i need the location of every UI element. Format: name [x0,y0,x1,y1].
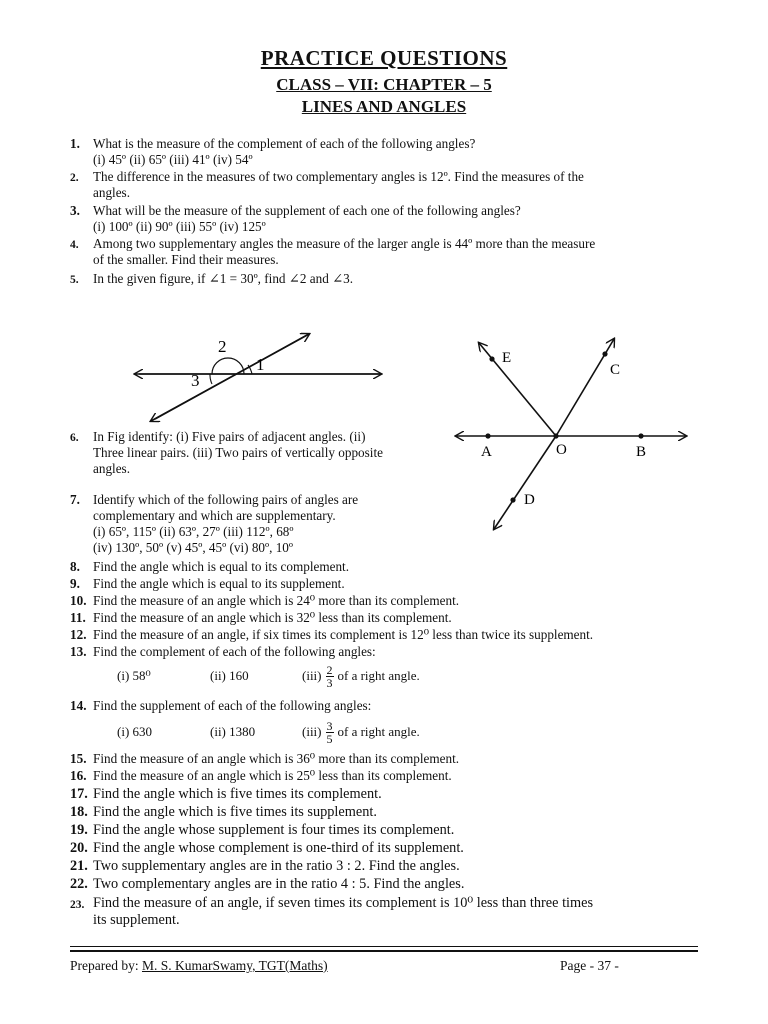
question-number: 11. [70,610,86,625]
fraction-denominator: 3 [326,675,333,690]
question-text: In Fig identify: (i) Five pairs of adjacent angles. (ii) [93,429,366,444]
fraction [326,664,334,689]
question-text: Find the measure of an angle which is 24⁰ more than its complement. [93,593,460,608]
figure-intersecting-lines [125,330,395,430]
page-title: PRACTICE QUESTIONS [260,46,508,70]
figure-rays [450,335,695,535]
question-number: 10. [70,593,87,608]
question-number: 8. [70,559,80,574]
fraction-denominator: 5 [326,731,333,746]
question-10 [70,593,690,609]
question-number: 4. [70,239,79,251]
question-text: complementary and which are supplementary. [93,508,336,523]
question-text: In the given figure, if ∠1 = 30º, find ∠2 and ∠3. [93,271,354,286]
question-text: Find the angle whose supplement is four times its complement. [93,822,455,838]
question-4 [70,236,690,268]
question-text: Find the measure of an angle which is 36⁰ more than its complement. [93,751,460,766]
question-text: Among two supplementary angles the measure of the larger angle is 44º more than the measure [93,236,596,251]
point-c [602,351,607,356]
question-text: (i) 45º (ii) 65º (iii) 41º (iv) 54º [93,152,253,167]
question-text: Two supplementary angles are in the ratio 3 : 2. Find the angles. [93,858,460,874]
class-chapter-heading: CLASS – VII: CHAPTER – 5 [276,75,492,94]
question-20 [70,840,690,857]
point-o [553,433,558,438]
question-text: Find the angle which is equal to its supplement. [93,576,345,591]
fraction-numerator: 3 [326,718,333,733]
question-text: Find the measure of an angle, if seven times its complement is 10⁰ less than three times [93,895,594,911]
question-text: (i) 100º (ii) 90º (iii) 55º (iv) 125º [93,219,266,234]
page-number: Page - 37 - [560,958,619,973]
label-c: C [610,362,621,378]
fraction-numerator: 2 [326,662,333,677]
q13-option-iii [302,660,420,692]
question-1 [70,136,690,168]
question-text: Find the complement of each of the following angles: [93,644,376,659]
question-number: 3. [70,203,80,218]
point-e [489,356,494,361]
angle-3-arc [210,374,212,384]
angle-label-2: 2 [218,337,227,356]
question-number: 16. [70,768,87,783]
question-number: 9. [70,576,80,591]
point-d [510,497,515,502]
question-7 [70,492,450,556]
author-name: M. S. KumarSwamy, TGT(Maths) [141,958,328,973]
label-e: E [502,350,512,366]
prepared-by-label: Prepared by: [70,958,139,973]
question-12 [70,627,710,643]
question-5 [70,271,690,287]
label-b: B [636,444,647,460]
question-2 [70,169,690,201]
question-text: Two complementary angles are in the ratio 4 : 5. Find the angles. [93,876,465,892]
angle-label-3: 3 [191,371,200,390]
point-a [485,433,490,438]
ray-od [494,436,556,529]
question-22 [70,876,690,893]
question-text: What will be the measure of the supplement of each one of the following angles? [93,203,521,218]
question-text: Find the supplement of each of the following angles: [93,698,372,713]
question-21 [70,858,690,875]
option-suffix: of a right angle. [337,668,420,683]
question-text: The difference in the measures of two complementary angles is 12º. Find the measures of the [93,169,584,184]
question-text: Find the angle which is five times its complement. [93,786,382,802]
question-number: 2. [70,172,79,184]
question-text: (i) 65º, 115º (ii) 63º, 27º (iii) 112º, 68º [93,524,294,539]
question-number: 21. [70,858,88,874]
question-text: Three linear pairs. (iii) Two pairs of vertically opposite [93,445,383,460]
question-text: Find the measure of an angle which is 25⁰ less than its complement. [93,768,452,783]
question-number: 15. [70,751,87,766]
question-number: 23. [70,899,85,911]
question-number: 17. [70,786,88,802]
option-label: (iii) [302,668,322,683]
transversal-line-arrow [151,334,309,421]
question-number: 20. [70,840,88,856]
fraction [326,720,334,745]
question-number: 14. [70,698,87,713]
question-number: 6. [70,432,79,444]
question-text: of the smaller. Find their measures. [93,252,279,267]
question-11 [70,610,690,626]
question-text: Find the angle whose complement is one-third of its supplement. [93,840,464,856]
option-label: (iii) [302,724,322,739]
question-number: 12. [70,627,87,642]
question-text: its supplement. [93,912,180,928]
footer-divider [70,946,698,947]
question-number: 19. [70,822,88,838]
footer-divider-thick [70,950,698,952]
question-text: Find the angle which is equal to its complement. [93,559,350,574]
topic-heading: LINES AND ANGLES [301,97,467,116]
question-8 [70,559,690,575]
question-text: angles. [93,461,130,476]
question-16 [70,768,690,784]
q14-option-ii: (ii) 1380 [210,724,256,739]
option-suffix: of a right angle. [337,724,420,739]
question-15 [70,751,690,767]
question-3 [70,203,690,235]
question-number: 1. [70,136,80,151]
question-18 [70,804,690,821]
question-text: Identify which of the following pairs of angles are [93,492,359,507]
question-23 [70,895,710,929]
point-b [638,433,643,438]
q13-option-ii: (ii) 160 [210,668,249,683]
question-9 [70,576,690,592]
label-d: D [524,492,535,508]
question-number: 5. [70,274,79,286]
footer-credit [70,958,328,974]
q14-option-iii [302,716,420,748]
question-text: (iv) 130º, 50º (v) 45º, 45º (vi) 80º, 10º [93,540,293,555]
question-number: 13. [70,644,87,659]
question-text: Find the measure of an angle, if six times its complement is 12⁰ less than twice its supplement. [93,627,594,642]
question-text: Find the angle which is five times its supplement. [93,804,377,820]
question-number: 22. [70,876,88,892]
question-number: 7. [70,492,80,507]
q14-option-i: (i) 630 [117,724,153,739]
question-19 [70,822,690,839]
question-number: 18. [70,804,88,820]
question-14 [70,698,690,714]
q13-option-i: (i) 58⁰ [117,668,151,683]
question-13 [70,644,690,660]
question-text: angles. [93,185,130,200]
angle-label-1: 1 [256,355,265,374]
label-a: A [481,444,492,460]
question-text: What is the measure of the complement of each of the following angles? [93,136,476,151]
question-17 [70,786,690,803]
question-6 [70,429,450,477]
question-text: Find the measure of an angle which is 32⁰ less than its complement. [93,610,452,625]
label-o: O [556,442,567,458]
